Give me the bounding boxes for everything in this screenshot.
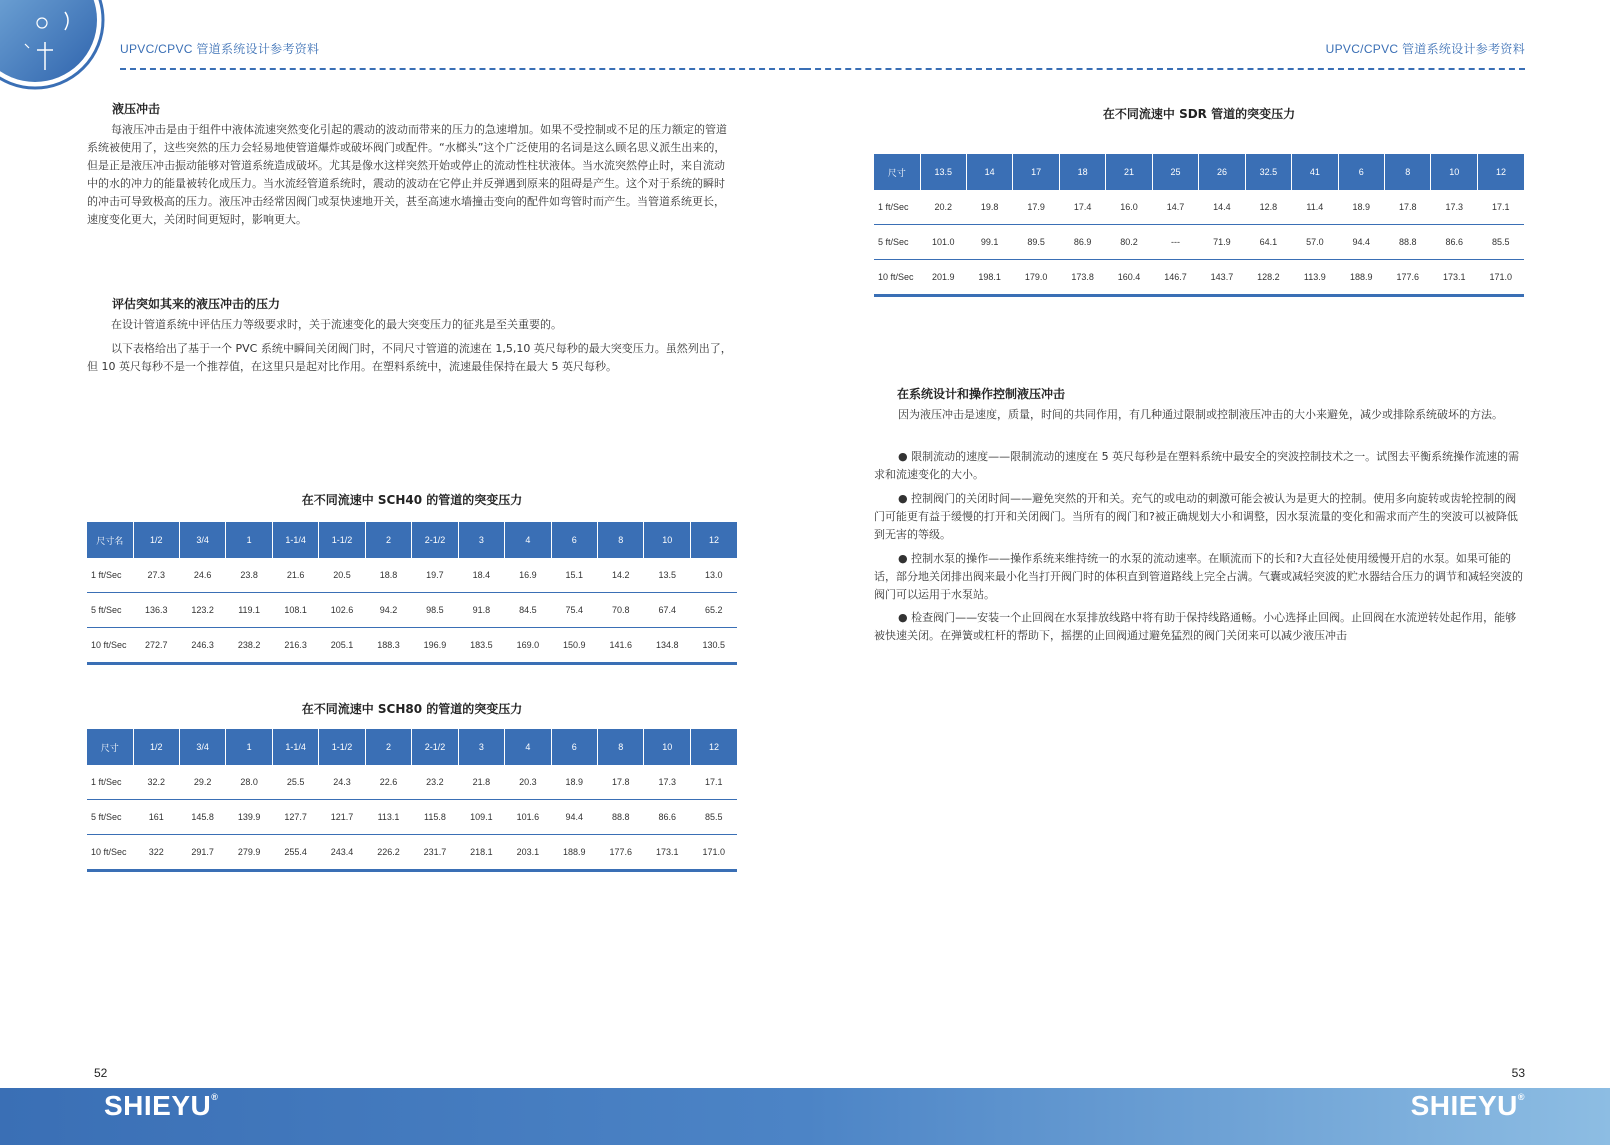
brand-logo-left: [104, 1090, 218, 1122]
header-cell: 尺寸名: [87, 522, 133, 558]
header-cell: 10: [644, 729, 690, 765]
header-cell: 25: [1152, 154, 1198, 190]
header-cell: 4: [505, 729, 551, 765]
table-cell: 216.3: [284, 640, 307, 650]
header-cell: 1/2: [133, 522, 179, 558]
table-cell: 243.4: [330, 847, 354, 857]
table-cell: 94.4: [1338, 225, 1384, 260]
table-cell: 127.7: [272, 800, 318, 835]
header-cell: 1-1/2: [319, 729, 365, 765]
table-cell: 94.2: [365, 593, 411, 628]
table-row: [87, 593, 737, 628]
header-cell: 12: [690, 522, 737, 558]
header-cell: 1-1/4: [272, 729, 318, 765]
table-cell: 15.1: [551, 558, 597, 593]
header-cell: 2-1/2: [412, 729, 458, 765]
table-row: [87, 835, 737, 871]
table-cell: 98.5: [412, 593, 458, 628]
table-cell: 28.0: [226, 765, 272, 800]
table-cell: 160.4: [1117, 272, 1141, 282]
table-cell: 173.8: [1071, 272, 1094, 282]
registered-mark: ®: [1517, 1092, 1525, 1102]
table-cell: 121.7: [319, 800, 365, 835]
row-label: 10 ft/Sec: [878, 272, 914, 282]
bullet-paragraph: ● 限制流动的速度——限制流动的速度在 5 英尺每秒是在塑料系统中最安全的突波控制技术之一。试图去平衡系统操作流速的需求和流速变化的大小。: [874, 450, 1520, 481]
header-cell: 41: [1292, 154, 1338, 190]
table-cell: 188.9: [563, 847, 586, 857]
table-cell: 136.3: [133, 593, 179, 628]
header-title: UPVC/CPVC 管道系统设计参考资料: [1325, 42, 1525, 56]
header-cell: 8: [598, 522, 644, 558]
table-cell: 102.6: [319, 593, 365, 628]
header-cell: 2: [365, 522, 411, 558]
header-cell: 10: [644, 522, 690, 558]
table-cell: 171.0: [1489, 272, 1512, 282]
table-cell: 205.1: [330, 640, 354, 650]
table-cell: 177.6: [609, 847, 633, 857]
table-cell: 14.4: [1199, 190, 1245, 225]
table-header-row: [87, 729, 737, 765]
table-cell: 246.3: [191, 640, 214, 650]
header-cell: 14: [966, 154, 1012, 190]
table-cell: 18.9: [1338, 190, 1384, 225]
bullet-paragraph: ● 控制水泵的操作——操作系统来维持统一的水泵的流动速率。在顺流而下的长和?大直径处使用缓慢开启的水泵。如果可能的话，部分地关闭排出阀来最小化当打开阀门时的体积直到管道路线上完全占满。气囊或减轻突波的贮水器结合压力的调节和减轻突波的阀门可以运用于水泵站。: [874, 552, 1523, 601]
row-label: 1 ft/Sec: [87, 765, 133, 800]
table-cell: 173.1: [1442, 272, 1466, 282]
table-cell: 86.6: [644, 800, 690, 835]
sch80-pressure-table: [87, 729, 737, 872]
table-cell: 169.0: [516, 640, 540, 650]
table-cell: 20.2: [920, 190, 966, 225]
table-cell: 17.3: [644, 765, 690, 800]
header-cell: 12: [690, 729, 737, 765]
table-row: [874, 260, 1524, 296]
header-dashed-rule: [120, 68, 805, 70]
brand-name: SHIEYU: [1410, 1090, 1518, 1121]
table-cell: 201.9: [931, 272, 955, 282]
table-title-sch80: 在不同流速中 SCH80 的管道的突变压力: [301, 702, 523, 716]
header-cell: 21: [1106, 154, 1152, 190]
section-title-surge-estimate: 评估突如其来的液压冲击的压力: [112, 297, 281, 311]
header-cell: 6: [551, 729, 597, 765]
table-cell: 12.8: [1245, 190, 1291, 225]
table-cell: 17.9: [1013, 190, 1059, 225]
table-cell: 29.2: [179, 765, 225, 800]
row-label: 10 ft/Sec: [91, 847, 127, 857]
table-cell: 113.9: [1303, 272, 1326, 282]
table-cell: 113.1: [365, 800, 411, 835]
table-cell: 188.9: [1350, 272, 1373, 282]
table-cell: 22.6: [365, 765, 411, 800]
table-cell: 16.0: [1106, 190, 1152, 225]
table-cell: 94.4: [551, 800, 597, 835]
table-cell: 20.5: [319, 558, 365, 593]
section-title-water-hammer: 液压冲击: [112, 102, 161, 116]
table-cell: 139.9: [226, 800, 272, 835]
table-cell: 177.6: [1396, 272, 1420, 282]
table-cell: 130.5: [702, 640, 725, 650]
brand-name: SHIEYU: [104, 1090, 212, 1121]
table-cell: 99.1: [966, 225, 1012, 260]
table-cell: 85.5: [1477, 225, 1524, 260]
table-cell: 17.4: [1059, 190, 1105, 225]
header-cell: 18: [1059, 154, 1105, 190]
header-cell: 1/2: [133, 729, 179, 765]
header-cell: 32.5: [1245, 154, 1291, 190]
table-cell: 71.9: [1199, 225, 1245, 260]
header-cell: 12: [1477, 154, 1524, 190]
table-cell: 18.9: [551, 765, 597, 800]
table-row: [87, 765, 737, 800]
table-cell: 218.1: [470, 847, 493, 857]
table-cell: 24.3: [319, 765, 365, 800]
sch40-pressure-table: [87, 522, 737, 665]
table-cell: 67.4: [644, 593, 690, 628]
table-cell: 141.6: [609, 640, 633, 650]
table-cell: 27.3: [133, 558, 179, 593]
row-label: 10 ft/Sec: [91, 640, 127, 650]
table-cell: 32.2: [133, 765, 179, 800]
header-cell: 10: [1431, 154, 1477, 190]
bullet-paragraph: ● 控制阀门的关闭时间——避免突然的开和关。充气的或电动的刺激可能会被认为是更大的控制。使用多向旋转或齿轮控制的阀门可能更有益于缓慢的打开和关闭阀门。当所有的阀门和?被正确规划大小和调整，因水泵流量的变化和需求而产生的突波可以被降低到无害的等级。: [874, 492, 1518, 541]
table-cell: 173.1: [655, 847, 679, 857]
table-cell: 128.2: [1257, 272, 1280, 282]
corner-emblem-icon: [0, 0, 105, 90]
header-cell: 8: [598, 729, 644, 765]
table-row: [87, 558, 737, 593]
table-cell: 123.2: [179, 593, 225, 628]
table-cell: 231.7: [423, 847, 447, 857]
paragraph: 每液压冲击是由于组件中液体流速突然变化引起的震动的波动而带来的压力的急速增加。如果不受控制或不足的压力额定的管道系统被使用了，这些突然的压力会轻易地使管道爆炸或破坏阀门或配件。“水榔头”这个广泛使用的名词是这么顾名思义派生出来的，但是正是液压冲击振动能够对管道系统造成破坏。尤其是像水这样突然开始或停止的流动性柱状液体。当水流突然停止时，来自流动中的水的冲力的能量被转化成压力。当水流经管道系统时，震动的波动在它停止并反弹遇到原来的阻碍是产生。这个对于系统的瞬时的冲击可导致极高的压力。液压冲击经常因阀门或泵快速地开关，甚至高速水墙撞击变向的配件如弯管时而产生。当管道系统更长，速度变化更大，关闭时间更短时，影响更大。: [87, 123, 727, 226]
paragraph: 以下表格给出了基于一个 PVC 系统中瞬间关闭阀门时，不同尺寸管道的流速在 1,5,10 英尺每秒的最大突变压力。虽然列出了，但 10 英尺每秒不是一个推荐值，在这里只是起对比作用。在塑料系统中，流速最佳保持在最大 5 英尺每秒。: [87, 342, 732, 373]
table-cell: 19.8: [966, 190, 1012, 225]
table-cell: 23.2: [412, 765, 458, 800]
table-cell: 88.8: [1385, 225, 1431, 260]
table-cell: 18.4: [458, 558, 504, 593]
table-cell: 272.7: [144, 640, 168, 650]
table-cell: 17.8: [598, 765, 644, 800]
header-cell: 26: [1199, 154, 1245, 190]
table-cell: 86.6: [1431, 225, 1477, 260]
header-cell: 1: [226, 729, 272, 765]
header-cell: 尺寸: [87, 729, 133, 765]
header-cell: 1-1/4: [272, 522, 318, 558]
table-cell: 101.0: [920, 225, 966, 260]
table-cell: 109.1: [458, 800, 504, 835]
table-header-row: [87, 522, 737, 558]
header-cell: 3: [458, 522, 504, 558]
header-cell: 1-1/2: [319, 522, 365, 558]
table-cell: 255.4: [284, 847, 307, 857]
table-cell: 75.4: [551, 593, 597, 628]
table-cell: 101.6: [505, 800, 551, 835]
bullet-paragraph: ● 检查阀门——安装一个止回阀在水泵排放线路中将有助于保持线路通畅。小心选择止回阀。止回阀在水流逆转处起作用，能够被快速关闭。在弹簧或杠杆的帮助下，摇摆的止回阀通过避免猛烈的阀门关闭来可以减少液压冲击: [874, 611, 1517, 642]
table-cell: 145.8: [179, 800, 225, 835]
table-cell: 179.0: [1024, 272, 1048, 282]
table-cell: 21.6: [272, 558, 318, 593]
table-cell: 150.9: [563, 640, 586, 650]
table-cell: 85.5: [690, 800, 737, 835]
table-cell: 134.8: [655, 640, 679, 650]
table-header-row: [874, 154, 1524, 190]
table-cell: 65.2: [690, 593, 737, 628]
table-cell: 14.2: [598, 558, 644, 593]
table-cell: 198.1: [978, 272, 1001, 282]
table-row: [874, 190, 1524, 225]
table-cell: 238.2: [237, 640, 261, 650]
table-cell: 203.1: [516, 847, 540, 857]
header-cell: 6: [1338, 154, 1384, 190]
table-cell: 80.2: [1106, 225, 1152, 260]
header-title: UPVC/CPVC 管道系统设计参考资料: [120, 42, 320, 56]
header-cell: 3/4: [179, 729, 225, 765]
table-cell: 91.8: [458, 593, 504, 628]
header-cell: 2-1/2: [412, 522, 458, 558]
table-cell: 108.1: [272, 593, 318, 628]
header-cell: 2: [365, 729, 411, 765]
table-cell: 57.0: [1292, 225, 1338, 260]
table-cell: 70.8: [598, 593, 644, 628]
section-title-surge-control: 在系统设计和操作控制液压冲击: [897, 387, 1066, 401]
table-cell: 13.0: [690, 558, 737, 593]
table-cell: 196.9: [423, 640, 447, 650]
header-cell: 13.5: [920, 154, 966, 190]
header-dashed-rule: [805, 68, 1525, 70]
table-cell: 17.1: [690, 765, 737, 800]
header-cell: 1: [226, 522, 272, 558]
header-cell: 8: [1385, 154, 1431, 190]
table-cell: 11.4: [1292, 190, 1338, 225]
table-cell: ---: [1152, 225, 1198, 260]
table-row: [87, 800, 737, 835]
row-label: 5 ft/Sec: [87, 800, 133, 835]
table-cell: 279.9: [237, 847, 261, 857]
table-cell: 291.7: [191, 847, 214, 857]
table-cell: 18.8: [365, 558, 411, 593]
header-cell: 17: [1013, 154, 1059, 190]
paragraph: 在设计管道系统中评估压力等级要求时，关于流速变化的最大突变压力的征兆是至关重要的。: [111, 318, 562, 331]
row-label: 5 ft/Sec: [87, 593, 133, 628]
table-cell: 13.5: [644, 558, 690, 593]
page-number: 52: [94, 1066, 108, 1080]
table-cell: 84.5: [505, 593, 551, 628]
row-label: 5 ft/Sec: [874, 225, 920, 260]
table-cell: 21.8: [458, 765, 504, 800]
table-cell: 115.8: [412, 800, 458, 835]
table-cell: 322: [148, 847, 164, 857]
header-cell: 4: [505, 522, 551, 558]
header-cell: 3/4: [179, 522, 225, 558]
table-cell: 146.7: [1164, 272, 1187, 282]
table-row: [874, 225, 1524, 260]
brand-logo-right: [1411, 1090, 1525, 1122]
table-cell: 23.8: [226, 558, 272, 593]
header-cell: 6: [551, 522, 597, 558]
table-cell: 64.1: [1245, 225, 1291, 260]
footer-band: [0, 1088, 1610, 1145]
table-cell: 89.5: [1013, 225, 1059, 260]
table-title-sch40: 在不同流速中 SCH40 的管道的突变压力: [301, 493, 523, 507]
header-cell: 尺寸: [874, 154, 920, 190]
table-cell: 86.9: [1059, 225, 1105, 260]
table-cell: 183.5: [470, 640, 493, 650]
table-cell: 19.7: [412, 558, 458, 593]
table-cell: 24.6: [179, 558, 225, 593]
table-cell: 17.3: [1431, 190, 1477, 225]
table-cell: 16.9: [505, 558, 551, 593]
table-cell: 119.1: [226, 593, 272, 628]
row-label: 1 ft/Sec: [874, 190, 920, 225]
table-cell: 14.7: [1152, 190, 1198, 225]
table-cell: 17.8: [1385, 190, 1431, 225]
paragraph: 因为液压冲击是速度，质量，时间的共同作用，有几种通过限制或控制液压冲击的大小来避免，减少或排除系统破坏的方法。: [898, 408, 1503, 421]
page-number: 53: [1511, 1066, 1525, 1080]
table-cell: 143.7: [1210, 272, 1234, 282]
table-cell: 25.5: [272, 765, 318, 800]
table-cell: 88.8: [598, 800, 644, 835]
table-cell: 17.1: [1477, 190, 1524, 225]
table-cell: 171.0: [702, 847, 725, 857]
header-cell: 3: [458, 729, 504, 765]
table-row: [87, 628, 737, 664]
row-label: 1 ft/Sec: [87, 558, 133, 593]
sdr-pressure-table: [874, 154, 1524, 297]
table-cell: 161: [133, 800, 179, 835]
table-title-sdr: 在不同流速中 SDR 管道的突变压力: [1102, 107, 1296, 121]
right-page: [805, 0, 1610, 1145]
table-cell: 226.2: [377, 847, 400, 857]
registered-mark: ®: [211, 1092, 219, 1102]
table-cell: 20.3: [505, 765, 551, 800]
table-cell: 188.3: [377, 640, 400, 650]
